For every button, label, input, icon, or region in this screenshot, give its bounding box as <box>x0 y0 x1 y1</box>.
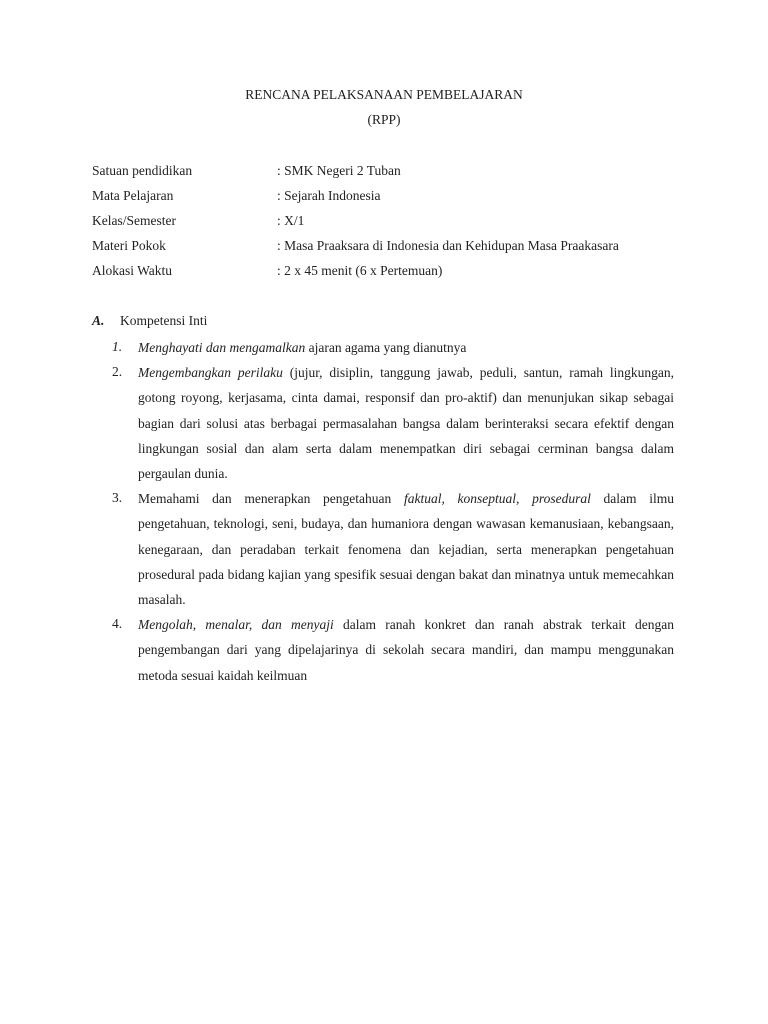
section-letter: A. <box>92 313 105 328</box>
item-italic: Menghayati dan mengamalkan <box>138 340 306 355</box>
item-italic: prosedural <box>532 491 591 506</box>
document-title: RENCANA PELAKSANAAN PEMBELAJARAN <box>245 87 523 102</box>
info-value: : X/1 <box>277 213 305 228</box>
item-text <box>138 335 674 360</box>
section-title: Kompetensi Inti <box>120 313 208 328</box>
item-rest: ajaran agama yang dianutnya <box>305 340 467 355</box>
item-text <box>138 360 674 486</box>
item-italic: faktual, konseptual <box>403 491 517 506</box>
item-number: 2. <box>112 364 123 379</box>
info-row-satuan <box>92 163 692 183</box>
item-rest: (jujur, disiplin, tanggung jawab, peduli, santun, ramah lingkungan, gotong royong, kerjasama, cinta damai, responsif dan pro-aktif) dan menunjukan sikap sebagai bagian dari solusi atas berbagai permasalahan bangsa dalam berinteraksi secara efektif dengan lingkungan sosial dan alam serta dalam menempatkan diri sebagai cerminan bangsa dalam pergaulan dunia. <box>138 365 674 482</box>
info-label: Mata Pelajaran <box>92 188 174 203</box>
info-value: : Sejarah Indonesia <box>277 188 381 203</box>
item-italic: Mengolah, menalar, dan menyaji <box>138 617 334 632</box>
item-pre: Memahami dan menerapkan pengetahuan <box>138 491 404 506</box>
info-value: : Masa Praaksara di Indonesia dan Kehidupan Masa Praakasara <box>277 238 619 253</box>
info-row-materi <box>92 238 692 258</box>
info-label: Kelas/Semester <box>92 213 176 228</box>
item-rest: dalam ranah konkret dan ranah abstrak terkait dengan pengembangan dari yang dipelajarinya di sekolah secara mandiri, dan mampu menggunakan metoda sesuai kaidah keilmuan <box>138 617 674 683</box>
section-heading <box>92 313 208 329</box>
info-row-mapel <box>92 188 692 208</box>
info-label: Alokasi Waktu <box>92 263 173 278</box>
item-number: 4. <box>112 616 123 631</box>
item-rest: dalam ilmu pengetahuan, teknologi, seni, budaya, dan humaniora dengan wawasan kemanusiaan, kebangsaan, kenegaraan, dan peradaban terkait fenomena dan kejadian, serta menerapkan pengetahuan prosedural pada bidang kajian yang spesifik sesuai dengan bakat dan minatnya untuk memecahkan masalah. <box>138 491 674 608</box>
document-subtitle: (RPP) <box>367 112 401 127</box>
info-label: Materi Pokok <box>92 238 166 253</box>
item-text <box>138 612 674 688</box>
info-value: : 2 x 45 menit (6 x Pertemuan) <box>277 263 443 278</box>
info-label: Satuan pendidikan <box>92 163 193 178</box>
item-italic: Mengembangkan perilaku <box>138 365 283 380</box>
item-mid: , <box>516 491 533 506</box>
info-row-kelas <box>92 213 692 233</box>
info-value: : SMK Negeri 2 Tuban <box>277 163 401 178</box>
item-text <box>138 486 674 612</box>
info-row-alokasi <box>92 263 692 283</box>
item-number: 1. <box>112 339 123 354</box>
item-number: 3. <box>112 490 123 505</box>
